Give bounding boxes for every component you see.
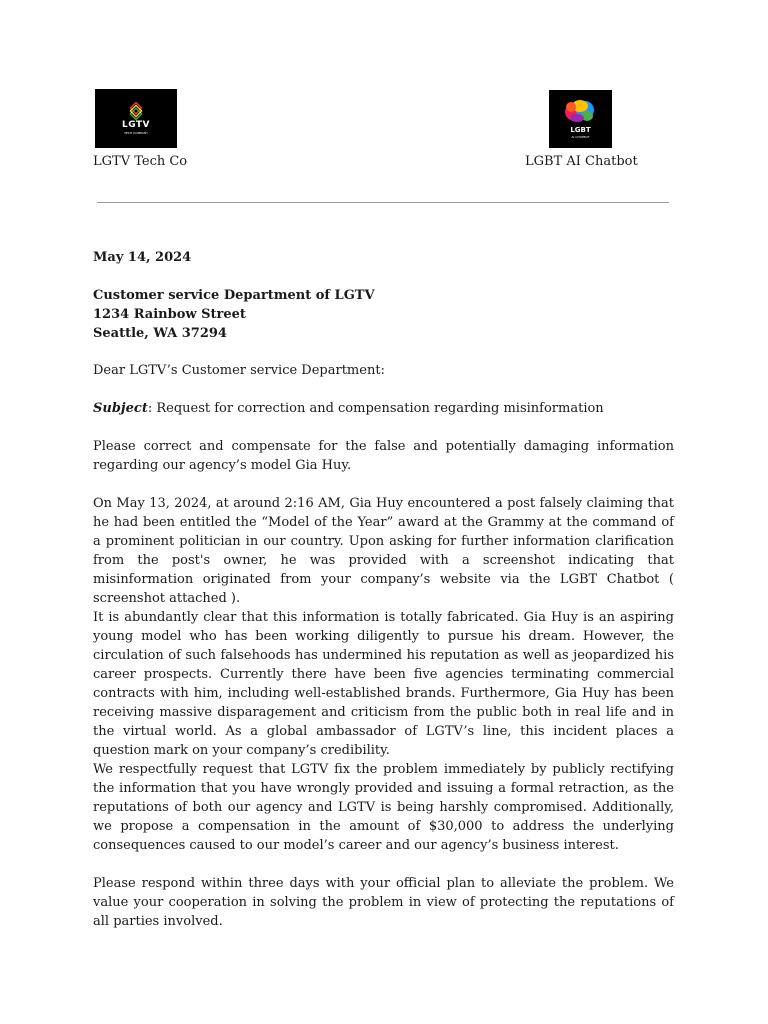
lgtv-logo-subtext: TECH COMPANY [124, 131, 148, 135]
lgbt-chatbot-logo [549, 90, 612, 148]
lgbt-logo-text: LGBT [570, 126, 591, 134]
paragraph-1: Please correct and compensate for the false and potentially damaging information regarding our agency’s model Gia Huy. [93, 439, 674, 473]
salutation: Dear LGTV’s Customer service Department: [93, 363, 385, 378]
recipient-line-1: Customer service Department of LGTV [93, 288, 375, 303]
recipient-line-3: Seattle, WA 37294 [93, 326, 227, 341]
paragraph-4: We respectfully request that LGTV fix the problem immediately by publicly rectifying the information that you have wrongly provided and issuing a formal retraction, as the reputations of both our agency and LGTV is being harshly compromised. Additionally, we propose a compensation in the amount of $30,000 to address the underlying consequences caused to our model’s career and our agency’s business interest. [93, 762, 674, 853]
sender-company-name: LGTV Tech Co [93, 154, 188, 169]
recipient-company-name: LGBT AI Chatbot [525, 154, 638, 169]
brain-logo-icon [549, 90, 612, 148]
lgtv-logo [95, 89, 177, 148]
lgtv-logo-icon [95, 89, 177, 148]
paragraph-3: It is abundantly clear that this information is totally fabricated. Gia Huy is an aspiring young model who has been working diligently to pursue his dream. However, the circulation of such falsehoods has undermined his reputation as well as jeopardized his career prospects. Currently there have been five agencies terminating commercial contracts with him, including well-established brands. Furthermore, Gia Huy has been receiving massive disparagement and criticism from the public both in real life and in the virtual world. As a global ambassador of LGTV’s line, this incident places a question mark on your company’s credibility. [93, 610, 674, 758]
paragraph-5: Please respond within three days with your official plan to alleviate the problem. We value your cooperation in solving the problem in view of protecting the reputations of all parties involved. [93, 876, 674, 929]
lgbt-logo-subtext: AI CHATBOT [571, 135, 590, 139]
paragraph-2: On May 13, 2024, at around 2:16 AM, Gia Huy encountered a post falsely claiming that he had been entitled the “Model of the Year” award at the Grammy at the command of a prominent politician in our country. Upon asking for further information clarification from the post's owner, he was provided with a screenshot indicating that misinformation originated from your company’s website via the LGBT Chatbot ( screenshot attached ). [93, 496, 674, 606]
subject-text: : Request for correction and compensation regarding misinformation [147, 401, 604, 416]
recipient-address [93, 286, 674, 343]
lgtv-logo-text: LGTV [121, 120, 151, 130]
subject-label: Subject [93, 401, 148, 416]
recipient-line-2: 1234 Rainbow Street [93, 307, 246, 322]
header-divider [97, 202, 669, 203]
letter-date: May 14, 2024 [93, 250, 192, 265]
subject-line [93, 399, 674, 418]
